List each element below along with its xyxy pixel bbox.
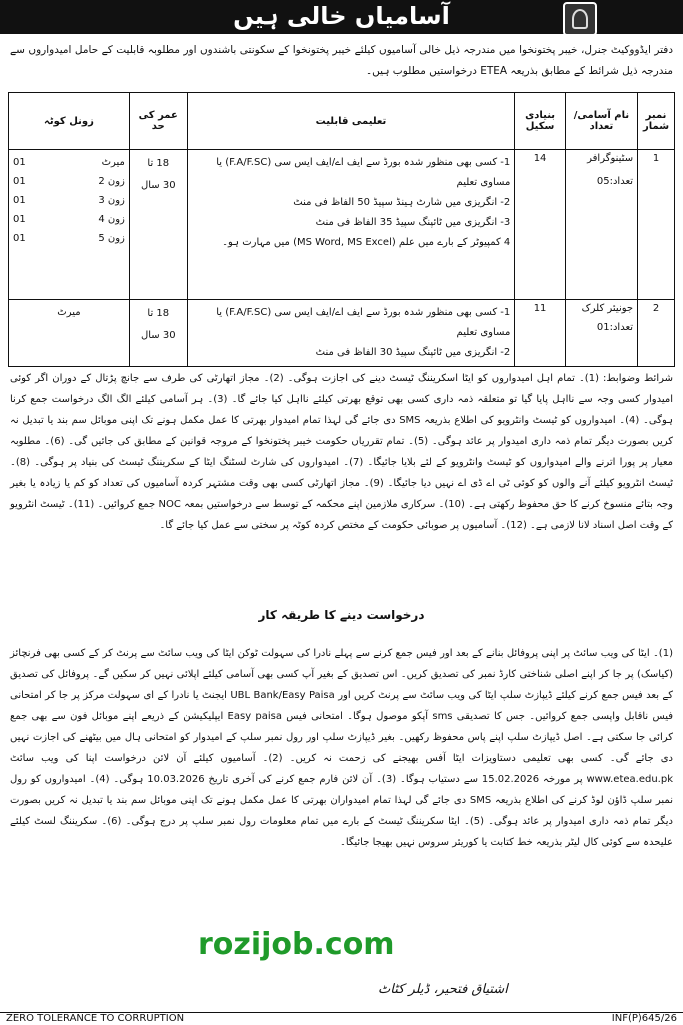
zone-count: 01 — [13, 195, 26, 206]
zone-name: زون 3 — [98, 195, 125, 206]
header-post-name: نام آسامی/ تعداد — [565, 93, 637, 150]
zone-item — [13, 153, 125, 172]
header-serial: نمبر شمار — [638, 93, 675, 150]
page-title: آسامیاں خالی ہیں — [233, 2, 450, 30]
table-row — [9, 300, 675, 367]
footer-bar — [0, 1012, 683, 1025]
zone-item — [13, 229, 125, 248]
qualification-line: 4 کمپیوٹر کے بارے میں علم (MS Word, MS Excel) میں مہارت ہو۔ — [222, 237, 511, 248]
post-count: تعداد:05 — [596, 176, 634, 187]
header-age-limit: عمر کی حد — [129, 93, 187, 150]
footer-slogan: ZERO TOLERANCE TO CORRUPTION — [6, 1013, 185, 1024]
footer-reference: INF(P)645/26 — [611, 1013, 677, 1024]
qualification-line: 1- کسی بھی منظور شدہ بورڈ سے ایف اے/ایف ایس سی (F.A/F.SC) یا مساوی تعلیم — [216, 307, 511, 338]
post-title: سٹینوگرافر — [587, 153, 634, 164]
signature-block: اشتیاق فتحیر، ڈیلر کٹاٹ — [378, 982, 508, 997]
age-from: 18 تا — [147, 158, 170, 169]
post-count: تعداد:01 — [596, 322, 634, 333]
row-serial: 2 — [638, 300, 675, 367]
header-zonal-quota: زونل کوٹہ — [9, 93, 130, 150]
age-to: 30 سال — [140, 180, 176, 191]
header-qualification: تعلیمی قابلیت — [187, 93, 515, 150]
age-from: 18 تا — [147, 308, 170, 319]
post-title: جونیئر کلرک — [581, 303, 634, 314]
row-bps: 14 — [515, 150, 566, 300]
qualification-line: 2- انگریزی میں ٹائپنگ سپیڈ 30 الفاظ فی منٹ — [315, 347, 511, 358]
row-age-limit — [129, 300, 187, 367]
row-bps: 11 — [515, 300, 566, 367]
table-header-row — [9, 93, 675, 150]
row-serial: 1 — [638, 150, 675, 300]
zone-item — [13, 191, 125, 210]
zone-name: میرٹ — [101, 157, 125, 168]
intro-paragraph: دفتر ایڈووکیٹ جنرل، خیبر پختونخوا میں مندرجہ ذیل خالی آسامیوں کیلئے خیبر پختونخوا کے سکونتی باشندوں اور مطلوبہ قابلیت کے حامل امیدواروں سے مندرجہ ذیل شرائط کے مطابق بذریعہ ETEA درخواستیں مطلوب ہیں۔ — [10, 44, 673, 77]
application-procedure: (1)۔ ایٹا کی ویب سائٹ پر اپنی پروفائل بنانے کے بعد اور فیس جمع کرنے سے پہلے نادرا کی سہولت ٹوکن ایٹا کی ویب سائٹ سے پرنٹ کر کے کسی بھی فرنچائز (کیاسک) پر جا کر اپنے اصلی شناختی کارڈ نمبر کی تصدیق کریں۔ اس تصدیق کے بغیر آپ کسی بھی آسامی کیلئے اپلائی نہیں کر سکیں گے۔ پروفائل کی تصدیق کے بعد فیس جمع کرنے کیلئے ڈیپازٹ سلپ ایٹا کی ویب سائٹ سے پرنٹ کریں اور UBL Bank/Easy Paisa ایجنٹ یا نادرا کے ای سہولت مرکز پر جا کر امتحانی فیس ناقابل واپسی جمع کروائیں۔ جس کا تصدیقی sms آپکو موصول ہوگا۔ امتحانی فیس Easy paisa ایپلیکیشن کے ذریعے اپنے موبائل فون سے بھی جمع کرائی جا سکتی ہے۔ اصل ڈیپازٹ سلپ اپنے پاس محفوظ رکھیں۔ بغیر ڈیپازٹ سلپ اور رول نمبر سلپ کے امیدوار کو امتحانی ہال میں بیٹھنے کی اجازت نہیں دی جائے گی۔ کسی بھی تعلیمی دستاویزات ایٹا آفس بھیجنے کی زحمت نہ کریں۔ (2)۔ آسامیوں کیلئے آن لائن درخواست اپنا کی ویب سائٹ www.etea.edu.pk پر مورخہ 15.02.2026 سے دستیاب ہوگا۔ (3)۔ آن لائن فارم جمع کرنے کی آخری تاریخ 10.03.2026 ہوگی۔ (4)۔ امیدواروں کو رول نمبر سلپ ڈاؤن لوڈ کرنے کی اطلاع بذریعہ SMS دی جائے گی لہذا تمام امیدواران بھرتی کا عمل مکمل ہونے تک اپنی موبائل سم بند یا تبدیل نہ کریں بصورت دیگر تمام ذمہ داری امیدوار پر عائد ہوگی۔ (5)۔ ایٹا سکریننگ ٹیسٹ کے بارے میں تمام معلومات رول نمبر سلپ پر درج ہوگی۔ (6)۔ سکریننگ لسٹ کیلئے علیحدہ سے کوئی کال لیٹر بذریعہ خط کتابت یا کوریئر سروس نہیں بھیجا جائیگا۔ — [10, 648, 674, 848]
zone-item — [13, 303, 125, 322]
zone-item — [13, 210, 125, 229]
terms-and-conditions: شرائط وضوابط: (1)۔ تمام اہل امیدواروں کو ایٹا اسکریننگ ٹیسٹ دینے کی اجازت ہوگی۔ (2)۔ مجاز اتھارٹی کی طرف سے جانچ پڑتال کے دوران اگر کوئی امیدوار کسی وجہ سے نااہل پایا گیا تو متعلقہ ذمہ داری کسی بھی توقع بھرتی کیلئے نااہل کیا جائے گا۔ (3)۔ ہر آسامی کیلئے الگ الگ درخواست جمع کرنا ہوگی۔ (4)۔ امیدواروں کو ٹیسٹ وانٹرویو کی اطلاع بذریعہ SMS دی جائے گی لہذا تمام امیدوار بھرتی کا عمل مکمل ہونے تک اپنی موبائل سم بند یا تبدیل نہ کریں بصورت دیگر تمام ذمہ داری امیدوار پر عائد ہوگی۔ (5)۔ تمام تقرریاں حکومت خیبر پختونخوا کے مروجہ قوانین کے مطابق کی جائیں گی۔ (6)۔ مطلوبہ معیار پر پورا اترنے والے امیدواروں کو ٹیسٹ وانٹرویو کے لئے بلایا جائیگا۔ (7)۔ امیدواروں کی شارٹ لسٹنگ ایٹا کے سکریننگ ٹیسٹ کی بنیاد پر ہوگی۔ (8)۔ ٹیسٹ انٹرویو کیلئے آنے والوں کو کوئی ٹی اے ڈی اے نہیں دیا جائیگا۔ (9)۔ مجاز اتھارٹی کسی بھی وقت مشتہر کردہ آسامیوں کی تعداد کو کم یا زیادہ یا بغیر وجہ بتائے منسوخ کرنے کا حق محفوظ رکھتی ہے۔ (10)۔ سرکاری ملازمین اپنے محکمہ کے توسط سے درخواستیں بمعہ NOC جمع کروائیں۔ (11)۔ ٹیسٹ انٹرویو کے وقت اصل اسناد لانا لازمی ہے۔ (12)۔ آسامیوں پر صوبائی حکومت کے مختص کردہ کوٹہ پر سختی سے عمل کیا جائے گا۔ — [10, 373, 674, 531]
row-zonal-quota — [9, 150, 130, 300]
header-bps: بنیادی سکیل — [515, 93, 566, 150]
watermark-text: rozijob.com — [198, 927, 395, 962]
zone-count: 01 — [13, 233, 26, 244]
procedure-heading: درخواست دینے کا طریقہ کار — [258, 608, 425, 622]
zone-name: میرٹ — [57, 307, 81, 318]
qualification-line: 3- انگریزی میں ٹائپنگ سپیڈ 35 الفاظ فی منٹ — [315, 217, 511, 228]
zone-count: 01 — [13, 176, 26, 187]
zone-name: زون 4 — [98, 214, 125, 225]
qualification-line: 1- کسی بھی منظور شدہ بورڈ سے ایف اے/ایف ایس سی (F.A/F.SC) یا مساوی تعلیم — [216, 157, 511, 188]
zone-name: زون 5 — [98, 233, 125, 244]
row-qualification — [187, 150, 515, 300]
zone-count: 01 — [13, 214, 26, 225]
row-post-name — [565, 300, 637, 367]
qualification-line: 2- انگریزی میں شارٹ ہینڈ سپیڈ 50 الفاظ فی منٹ — [293, 197, 511, 208]
row-qualification — [187, 300, 515, 367]
row-post-name — [565, 150, 637, 300]
zone-name: زون 2 — [98, 176, 125, 187]
vacancy-table — [8, 92, 675, 367]
zone-count: 01 — [13, 157, 26, 168]
age-to: 30 سال — [140, 330, 176, 341]
row-zonal-quota — [9, 300, 130, 367]
row-age-limit — [129, 150, 187, 300]
zone-item — [13, 172, 125, 191]
table-row — [9, 150, 675, 300]
